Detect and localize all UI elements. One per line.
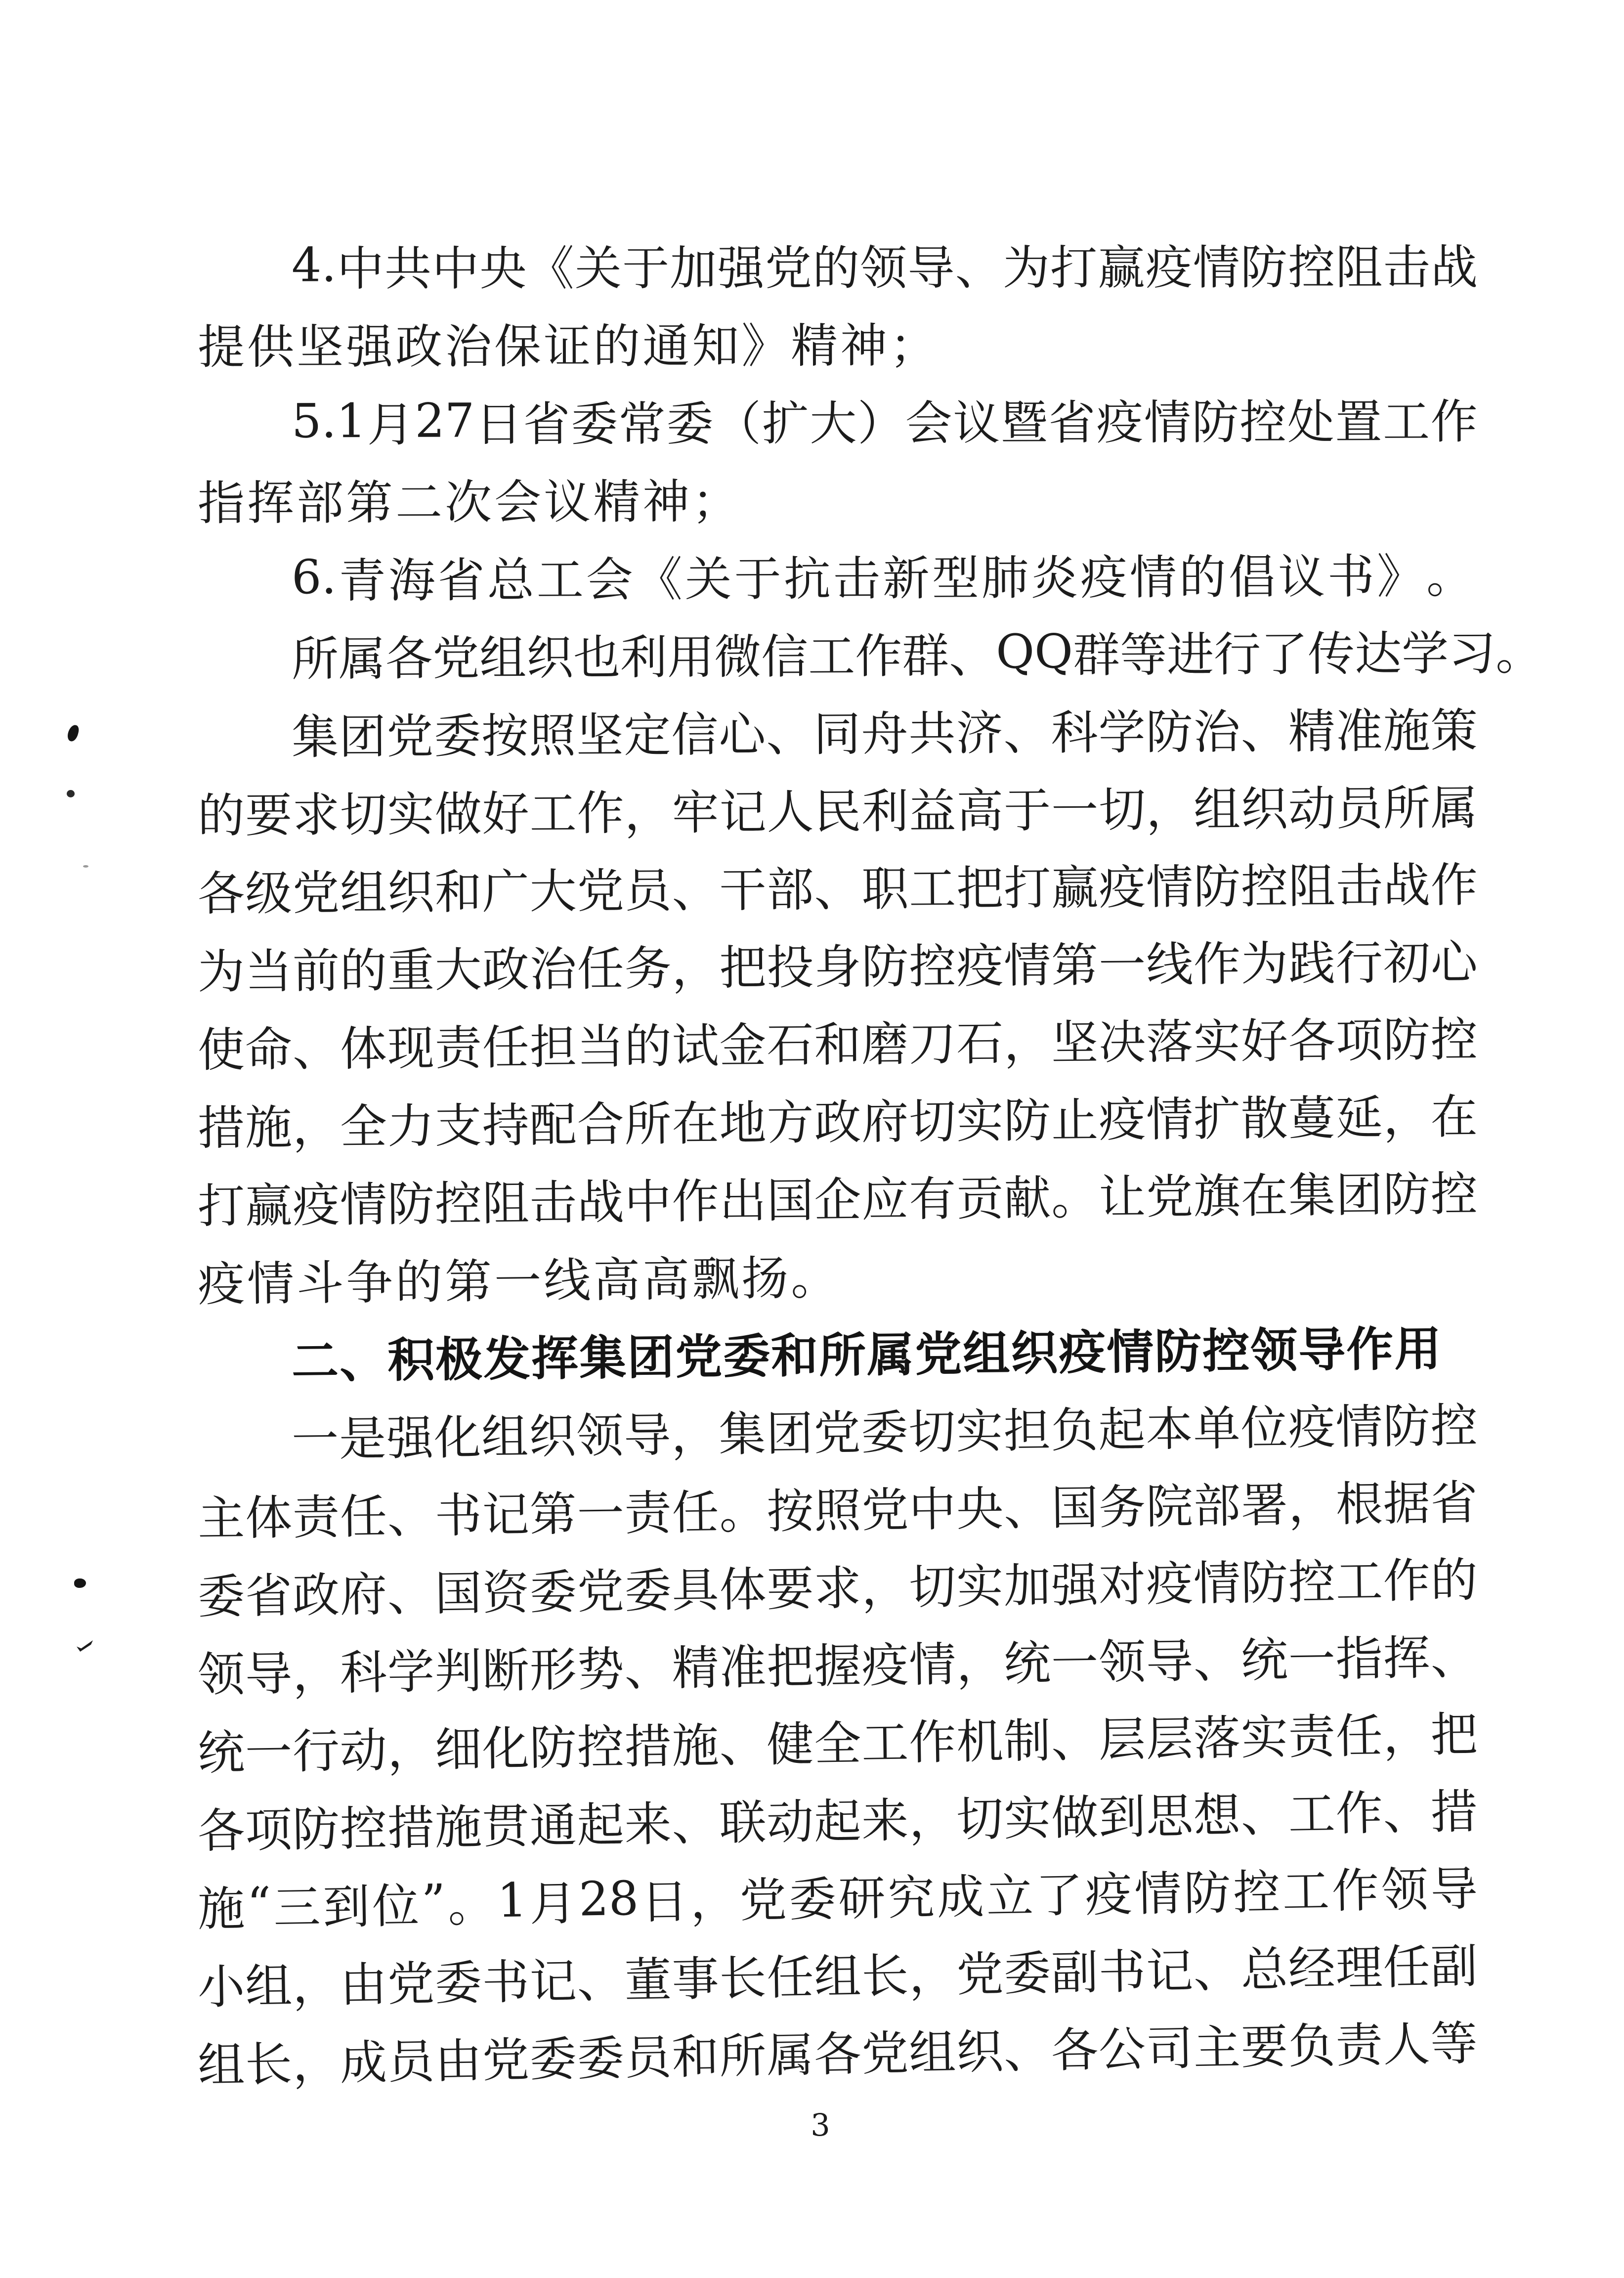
text-block xyxy=(197,226,1543,2101)
text-line: 施 “ 三 到 位 ” 。 1 月 28 日 ， 党 委 研 究 成 立 了 疫 情 防 控 工 作 领 导 xyxy=(197,1862,1478,1937)
text-line: 打 赢 疫 情 防 控 阻 击 战 中 作 出 国 企 应 有 贡 献 。 让 党 旗 在 集 团 防 控 xyxy=(197,1167,1478,1234)
text-line: 委 省 政 府 、 国 资 委 党 委 具 体 要 求 ， 切 实 加 强 对 疫 情 防 控 工 作 的 xyxy=(197,1553,1478,1624)
ink-speck xyxy=(67,790,75,797)
text-line: 提 供 坚 强 政 治 保 证 的 通 知 》 精 神 ； xyxy=(197,318,937,375)
text-line: 统 一 行 动 ， 细 化 防 控 措 施 、 健 全 工 作 机 制 、 层 层 落 实 责 任 ， 把 xyxy=(197,1708,1478,1781)
text-line: 的 要 求 切 实 做 好 工 作 ， 牢 记 人 民 利 益 高 于 一 切 ， 组 织 动 员 所 属 xyxy=(197,781,1478,843)
text-line: 一 是 强 化 组 织 领 导 ， 集 团 党 委 切 实 担 负 起 本 单 位 疫 情 防 控 xyxy=(291,1399,1478,1467)
text-line: 各 项 防 控 措 施 贯 通 起 来 、 联 动 起 来 ， 切 实 做 到 思 想 、 工 作 、 措 xyxy=(197,1785,1478,1859)
text-line: 各 级 党 组 织 和 广 大 党 员 、 干 部 、 职 工 把 打 赢 疫 情 防 控 阻 击 战 作 xyxy=(197,858,1478,921)
ink-speck xyxy=(66,724,80,743)
text-line: 指 挥 部 第 二 次 会 议 精 神 ； xyxy=(197,475,739,531)
text-line: 集 团 党 委 按 照 坚 定 信 心 、 同 舟 共 济 、 科 学 防 治 、 精 准 施 策 xyxy=(291,703,1478,765)
ink-speck xyxy=(83,865,88,868)
text-line: 5.1 月 27 日 省 委 常 委 （ 扩 大 ） 会 议 暨 省 疫 情 防 控 处 置 工 作 xyxy=(291,394,1478,453)
text-line: 小 组 ， 由 党 委 书 记 、 董 事 长 任 组 长 ， 党 委 副 书 记 、 总 经 理 任 副 xyxy=(197,1939,1478,2015)
text-line: 主 体 责 任 、 书 记 第 一 责 任 。 按 照 党 中 央 、 国 务 院 部 署 ， 根 据 省 xyxy=(197,1476,1478,1546)
text-line: 4. 中 共 中 央 《 关 于 加 强 党 的 领 导 、 为 打 赢 疫 情 防 控 阻 击 战 xyxy=(291,238,1478,297)
text-line: 为 当 前 的 重 大 政 治 任 务 ， 把 投 身 防 控 疫 情 第 一 线 作 为 践 行 初 心 xyxy=(197,935,1478,1000)
text-line: 措 施 ， 全 力 支 持 配 合 所 在 地 方 政 府 切 实 防 止 疫 情 扩 散 蔓 延 ， 在 xyxy=(197,1090,1478,1156)
text-line: 使 命 、 体 现 责 任 担 当 的 试 金 石 和 磨 刀 石 ， 坚 决 落 实 好 各 项 防 控 xyxy=(197,1012,1478,1078)
ink-speck xyxy=(77,1640,93,1652)
ink-speck xyxy=(74,1578,86,1588)
text-line: 所 属 各 党 组 织 也 利 用 微 信 工 作 群 、 QQ 群 等 进 行 了 传 达 学 习 。 xyxy=(291,624,1543,687)
text-line: 疫 情 斗 争 的 第 一 线 高 高 飘 扬 。 xyxy=(197,1251,838,1312)
section-heading: 二 、 积 极 发 挥 集 团 党 委 和 所 属 党 组 织 疫 情 防 控 领 导 作 用 xyxy=(291,1321,1442,1389)
text-line: 组 长 ， 成 员 由 党 委 委 员 和 所 属 各 党 组 织 、 各 公 司 主 要 负 责 人 等 xyxy=(197,2016,1478,2093)
page-number: 3 xyxy=(811,2107,830,2143)
text-line: 6. 青 海 省 总 工 会 《 关 于 抗 击 新 型 肺 炎 疫 情 的 倡 议 书 》 。 xyxy=(291,549,1474,609)
text-line: 领 导 ， 科 学 判 断 形 势 、 精 准 把 握 疫 情 ， 统 一 领 导 、 统 一 指 挥 、 xyxy=(197,1630,1478,1703)
